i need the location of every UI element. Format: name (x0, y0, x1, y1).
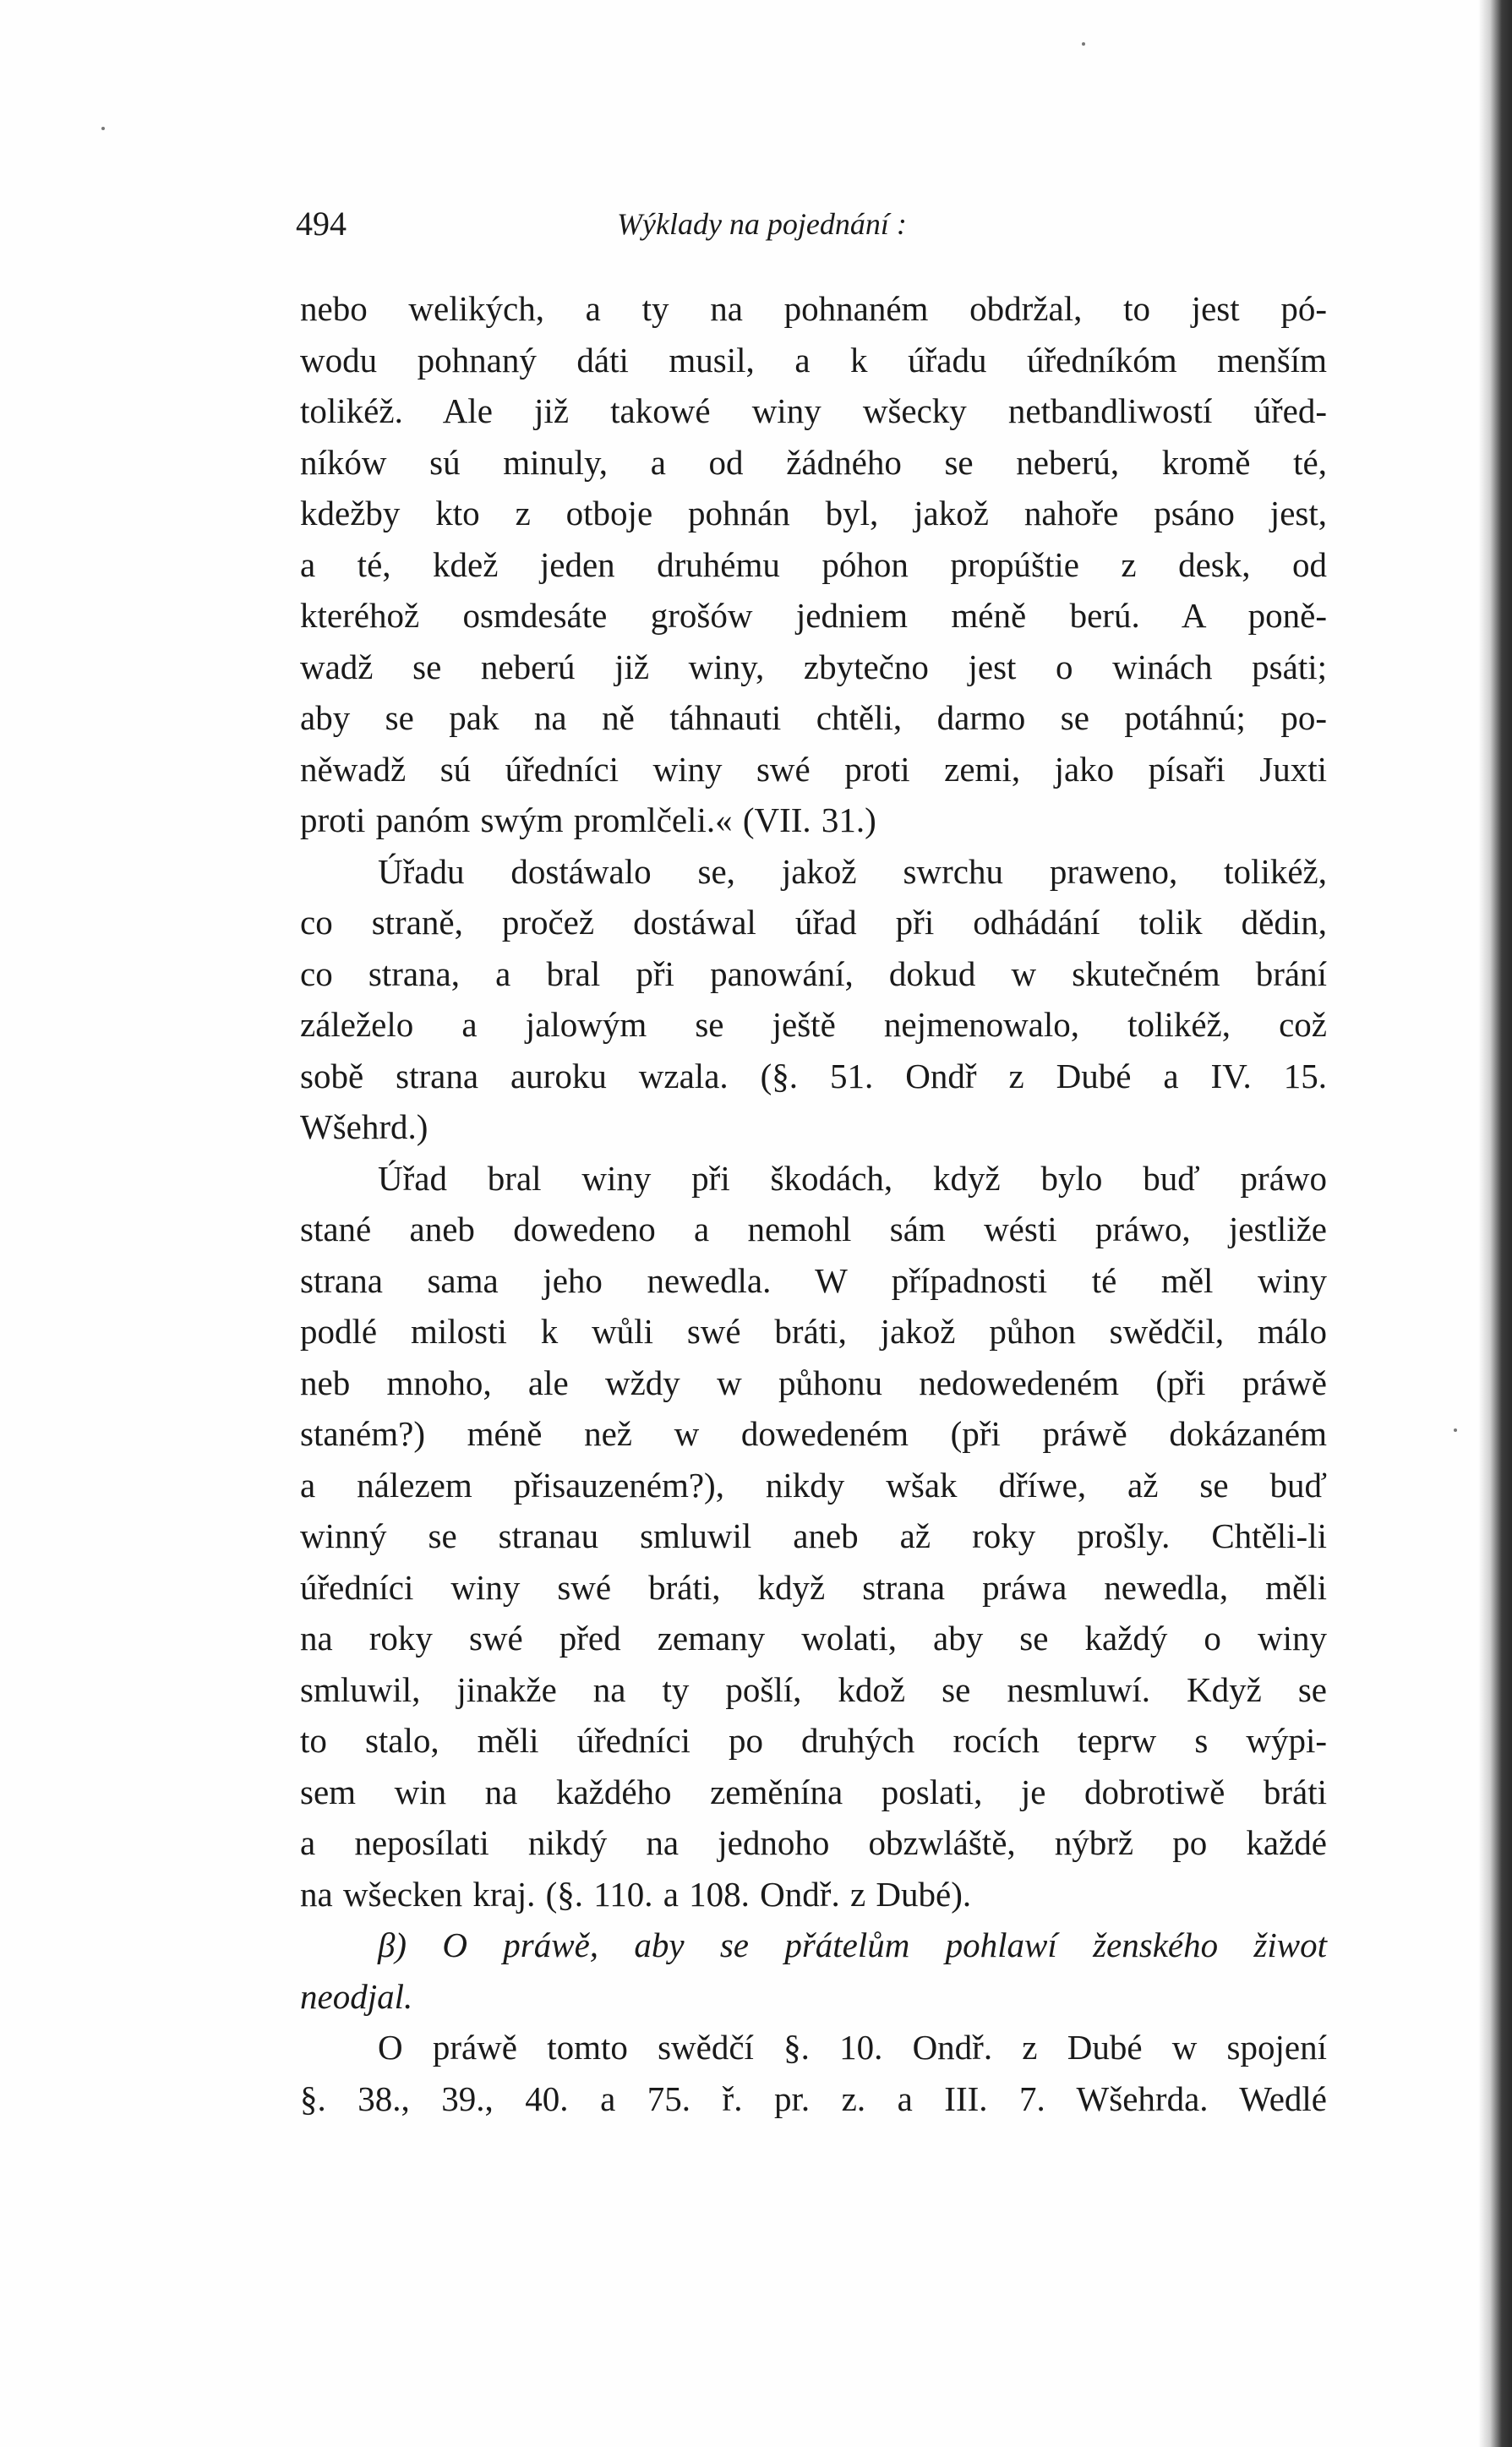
text-line: a té, kdež jeden druhému póhon propúštie z desk, od (300, 544, 1327, 584)
text-line: co straně, pročež dostáwal úřad při odhádání tolik dědin, (300, 903, 1327, 942)
page-header (296, 203, 1344, 254)
text-line: §. 38., 39., 40. a 75. ř. pr. z. a III. 7. Wšehrda. Wedlé (300, 2078, 1327, 2118)
text-line: na wšecken kraj. (§. 110. a 108. Ondř. z Dubé). (300, 1874, 972, 1914)
text-line: co strana, a bral při panowání, dokud w skutečném brání (300, 953, 1327, 993)
text-line: kdežby kto z otboje pohnán byl, jakož nahoře psáno jest, (300, 494, 1327, 533)
text-line: sem win na každého zeměnína poslati, je dobrotiwě bráti (300, 1772, 1327, 1811)
text-line: něwadž sú úředníci winy swé proti zemi, jako písaři Juxti (300, 749, 1327, 789)
text-line: strana sama jeho newedla. W případnosti té měl winy (300, 1260, 1327, 1300)
text-line: nebo welikých, a ty na pohnaném obdržal, to jest pó- (300, 289, 1327, 328)
text-line: sobě strana auroku wzala. (§. 51. Ondř z Dubé a IV. 15. (300, 1056, 1327, 1095)
running-head: Wýklady na pojednání : (617, 207, 907, 241)
text-line: níków sú minuly, a od žádného se neberú, kromě té, (300, 442, 1327, 482)
text-line: Úřadu dostáwalo se, jakož swrchu praweno, tolikéž, (378, 851, 1327, 891)
paper-speck (1082, 42, 1085, 46)
text-line: wadž se neberú již winy, zbytečno jest o winách psáti; (300, 647, 1327, 686)
text-line: a neposílati nikdý na jednoho obzwláště, nýbrž po každé (300, 1823, 1327, 1862)
page-number: 494 (296, 205, 347, 243)
text-line: podlé milosti k wůli swé bráti, jakož půhon swědčil, málo (300, 1312, 1327, 1351)
paper-speck (101, 127, 105, 130)
text-line: β) O práwě, aby se přátelům pohlawí ženského žiwot (378, 1925, 1327, 1964)
text-line: proti panóm swým promlčeli.« (VII. 31.) (300, 800, 876, 839)
text-line: staném?) méně než w dowedeném (při práwě dokázaném (300, 1414, 1327, 1453)
text-line: smluwil, jinakže na ty pošlí, kdož se nesmluwí. Když se (300, 1669, 1327, 1709)
text-line: neodjal. (300, 1976, 413, 2016)
text-line: neb mnoho, ale wždy w půhonu nedowedeném (při práwě (300, 1363, 1327, 1402)
text-line: záleželo a jalowým se ještě nejmenowalo, tolikéž, což (300, 1005, 1327, 1044)
text-line: to stalo, měli úředníci po druhých rocích teprw s wýpi- (300, 1721, 1327, 1760)
body-text (300, 283, 1327, 2124)
text-line: Wšehrd.) (300, 1107, 428, 1146)
text-line: úředníci winy swé bráti, když strana práwa newedla, měli (300, 1567, 1327, 1607)
text-line: Úřad bral winy při škodách, když bylo buď práwo (378, 1158, 1327, 1198)
text-line: winný se stranau smluwil aneb až roky prošly. Chtěli-li (300, 1516, 1327, 1555)
text-line: kteréhož osmdesáte grošów jedniem méně berú. A poně- (300, 596, 1327, 635)
paper-speck (1454, 1428, 1457, 1432)
page-edge-shadow (1478, 0, 1512, 2447)
text-line: na roky swé před zemany wolati, aby se každý o winy (300, 1619, 1327, 1658)
text-line: tolikéž. Ale již takowé winy wšecky netbandliwostí úřed- (300, 391, 1327, 430)
text-line: aby se pak na ně táhnauti chtěli, darmo se potáhnú; po- (300, 698, 1327, 737)
text-line: wodu pohnaný dáti musil, a k úřadu úředníkóm menším (300, 340, 1327, 380)
text-line: stané aneb dowedeno a nemohl sám wésti práwo, jestliže (300, 1210, 1327, 1248)
text-line: O práwě tomto swědčí §. 10. Ondř. z Dubé w spojení (378, 2028, 1327, 2067)
text-line: a nálezem přisauzeném?), nikdy wšak dříwe, až se buď (300, 1465, 1327, 1505)
